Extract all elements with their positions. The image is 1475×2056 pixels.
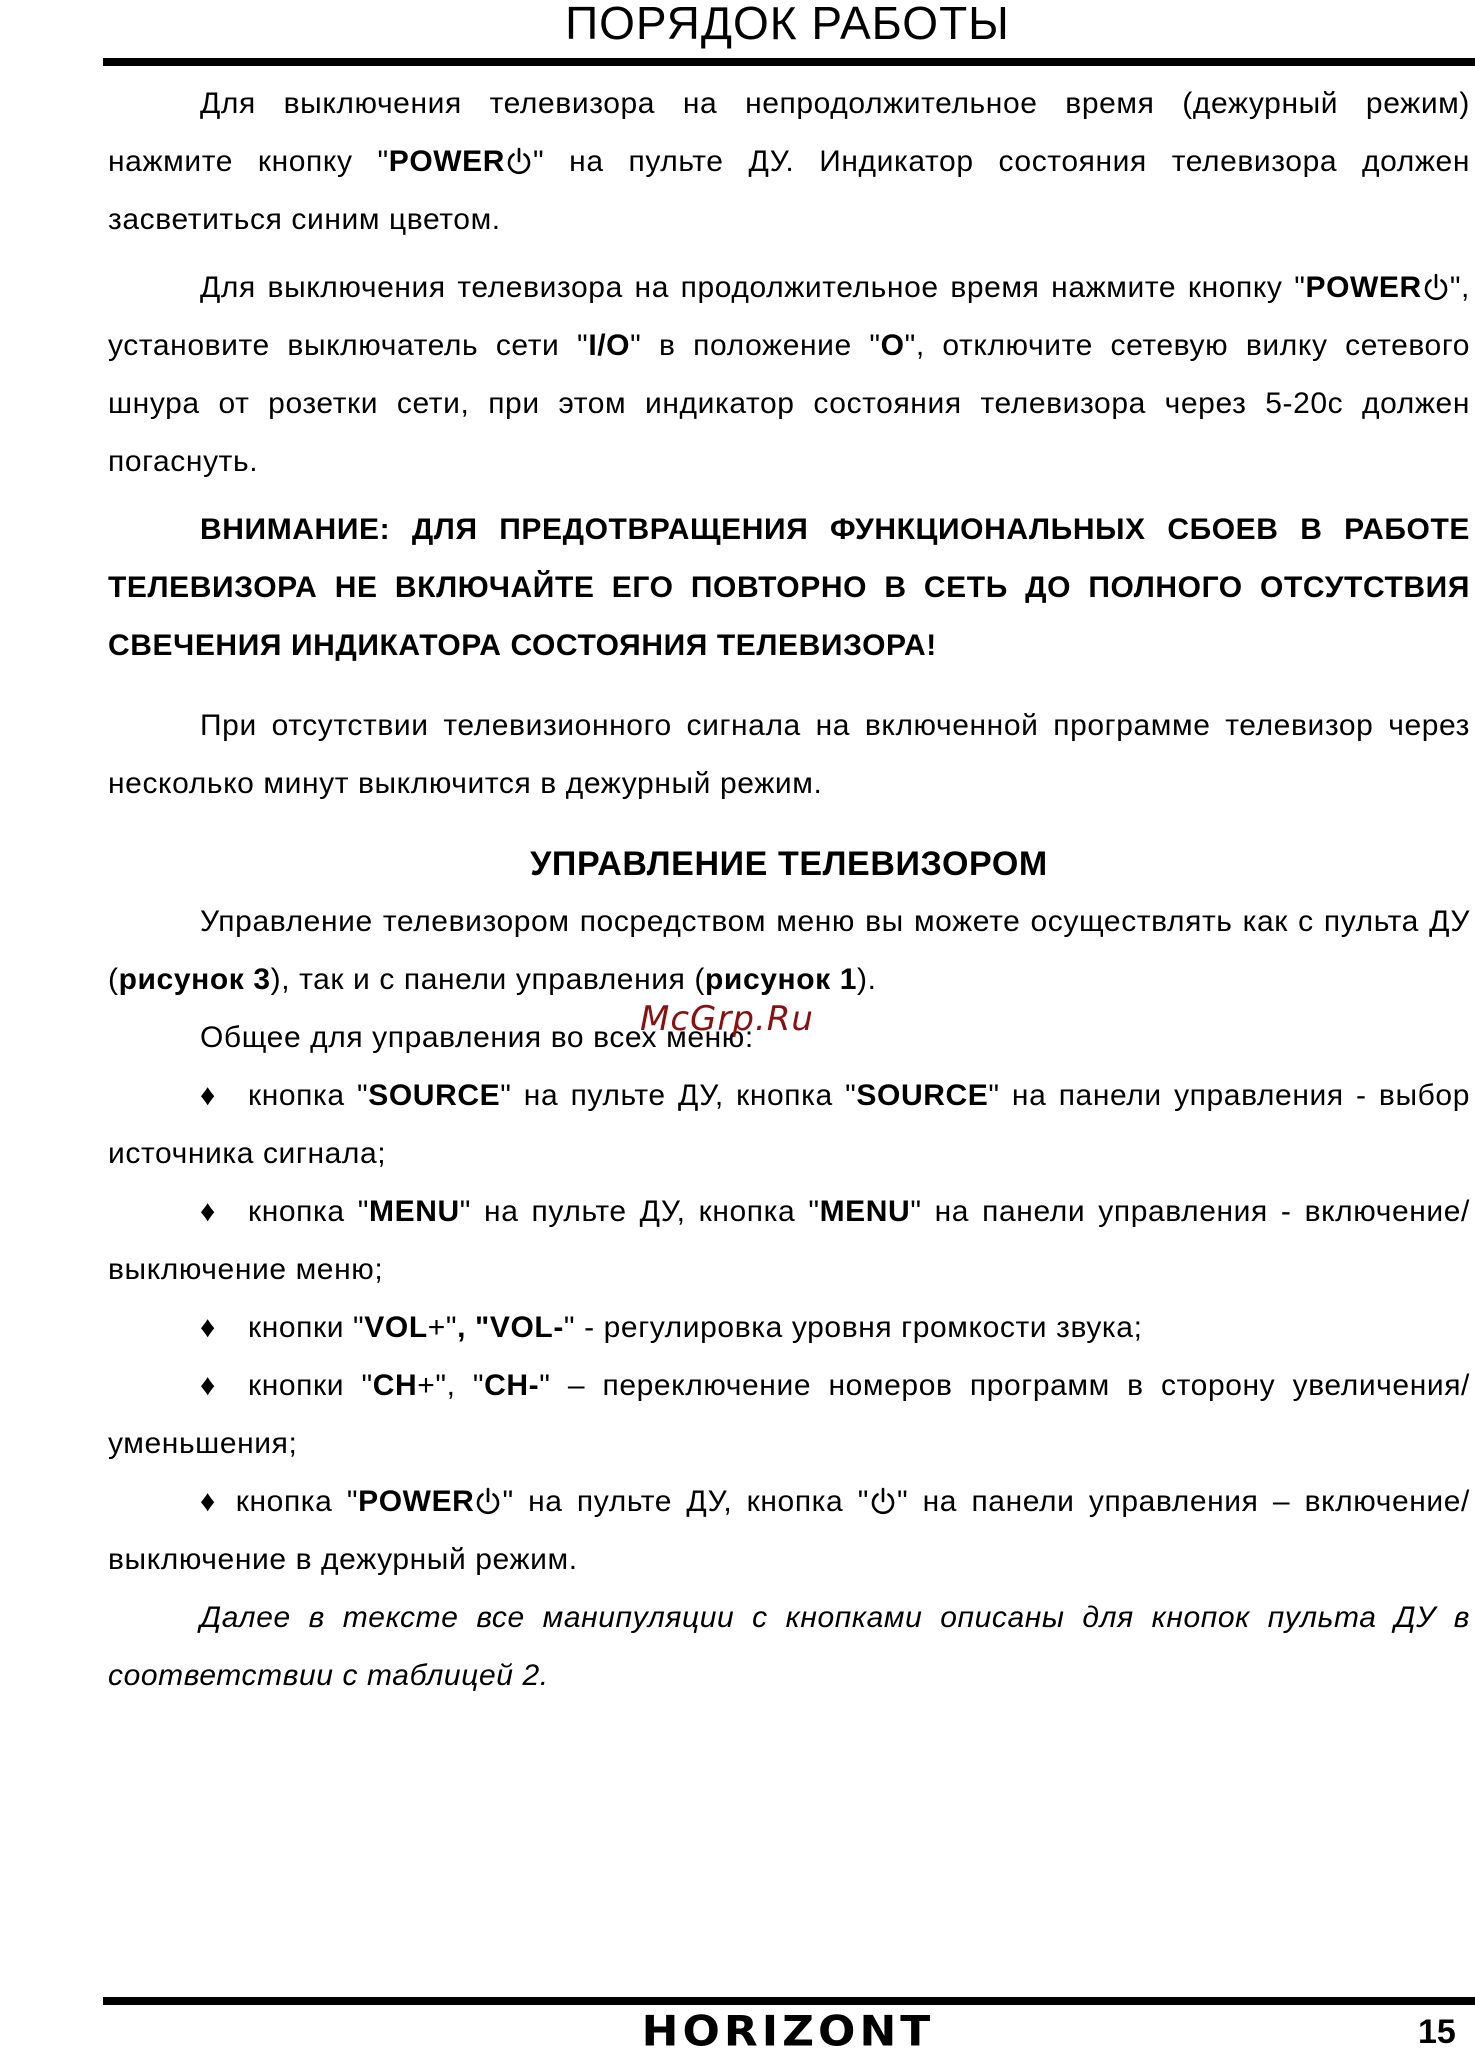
diamond-bullet-icon: ♦ <box>200 1311 216 1344</box>
diamond-bullet-icon: ♦ <box>200 1369 216 1402</box>
list-item: ♦ кнопки "CH+", "CH-" – переключение номеров программ в сторону увеличения/уменьшения; <box>108 1357 1470 1473</box>
header-rule <box>103 58 1475 66</box>
page-number: 15 <box>1418 2013 1456 2051</box>
paragraph-control-intro: Управление телевизором посредством меню вы можете осуществлять как с пульта ДУ (рисунок 3), так и с панели управления (рисунок 1). <box>108 905 1470 996</box>
body-text <box>108 75 1470 1705</box>
section-title: УПРАВЛЕНИЕ ТЕЛЕВИЗОРОМ <box>530 845 1048 883</box>
power-icon <box>869 1486 897 1516</box>
power-icon <box>505 146 533 176</box>
list-item: ♦ кнопка "MENU" на пульте ДУ, кнопка "MENU" на панели управления - включение/выключение меню; <box>108 1183 1470 1299</box>
page-title: ПОРЯДОК РАБОТЫ <box>565 0 1010 49</box>
power-icon <box>474 1486 502 1516</box>
diamond-bullet-icon: ♦ <box>200 1079 216 1112</box>
diamond-bullet-icon: ♦ <box>200 1485 222 1518</box>
brand-logo: HORIZONT <box>641 2007 935 2056</box>
paragraph-common: Общее для управления во всех меню: <box>200 1021 754 1054</box>
list-item: ♦ кнопка "SOURCE" на пульте ДУ, кнопка "SOURCE" на панели управления - выбор источника сигнала; <box>108 1067 1470 1183</box>
note-paragraph: Далее в тексте все манипуляции с кнопками описаны для кнопок пульта ДУ в соответствии с таблицей 2. <box>108 1601 1470 1692</box>
diamond-bullet-icon: ♦ <box>200 1195 216 1228</box>
watermark: McGrp.Ru <box>640 999 814 1039</box>
footer-rule <box>103 1997 1475 2005</box>
list-item: ♦ кнопки "VOL+", "VOL-" - регулировка уровня громкости звука; <box>108 1299 1470 1357</box>
list-item: ♦ кнопка "POWER " на пульте ДУ, кнопка " " на панели управления – включение/выключение в дежурный режим. <box>108 1485 1470 1576</box>
power-icon <box>1422 272 1450 302</box>
paragraph-no-signal: При отсутствии телевизионного сигнала на включенной программе телевизор через несколько минут выключится в дежурный режим. <box>108 709 1470 800</box>
warning-paragraph: ВНИМАНИЕ: ДЛЯ ПРЕДОТВРАЩЕНИЯ ФУНКЦИОНАЛЬНЫХ СБОЕВ В РАБОТЕ ТЕЛЕВИЗОРА НЕ ВКЛЮЧАЙТЕ ЕГО ПОВТОРНО В СЕТЬ ДО ПОЛНОГО ОТСУТСТВИЯ СВЕЧЕНИЯ ИНДИКАТОРА СОСТОЯНИЯ ТЕЛЕВИЗОРА! <box>108 513 1470 662</box>
paragraph-standby: Для выключения телевизора на непродолжительное время (дежурный режим) нажмите кнопку "POWER " на пульте ДУ. Индикатор состояния телевизора должен засветиться синим цветом. <box>108 87 1470 236</box>
paragraph-poweroff: Для выключения телевизора на продолжительное время нажмите кнопку "POWER ", установите выключатель сети "I/O" в положение "O", отключите сетевую вилку сетевого шнура от розетки сети, при этом индикатор состояния телевизора через 5-20с должен погаснуть. <box>108 271 1471 478</box>
